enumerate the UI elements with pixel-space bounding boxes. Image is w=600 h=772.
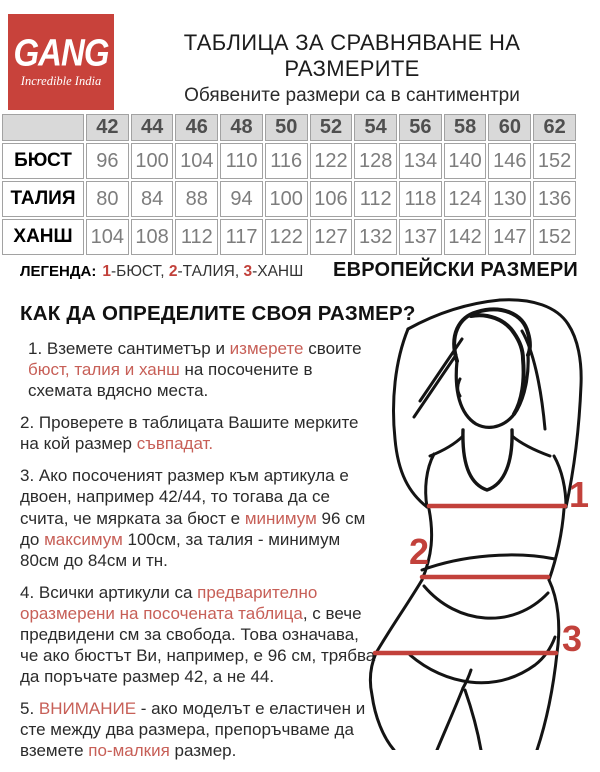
- size-cell: 132: [354, 219, 397, 255]
- step-run: максимум: [44, 529, 123, 549]
- step-run: минимум: [244, 508, 317, 528]
- step-run: размер.: [169, 741, 237, 761]
- size-col-header: 60: [488, 114, 531, 141]
- brand-tagline: Incredible India: [20, 73, 102, 88]
- step-run: по-малкия: [88, 741, 170, 761]
- waist-label: 2: [408, 531, 429, 572]
- step-run: 100см, за талия - минимум 80см до 84см и тн.: [20, 529, 341, 570]
- size-cell: 112: [175, 219, 218, 255]
- size-cell: 110: [220, 143, 263, 179]
- legend-row: [20, 259, 578, 282]
- page-title: ТАБЛИЦА ЗА СРАВНЯВАНЕ НА РАЗМЕРИТЕ: [183, 30, 521, 81]
- step-run: предварително оразмерени на посочената таблица: [20, 582, 318, 623]
- size-cell: 117: [220, 219, 263, 255]
- step-run: 5.: [20, 699, 39, 719]
- size-col-header: 48: [220, 114, 263, 141]
- legend-num: 3: [243, 263, 253, 280]
- row-label: ХАНШ: [2, 219, 84, 255]
- step-paragraph: [28, 338, 378, 401]
- hip-label: 3: [562, 618, 583, 659]
- step-run: , с вече предвидени см за свобода. Това означава, че ако бюстът Ви, например, е 96 см, трябва да поръчате размер 42, а не 44.: [20, 603, 376, 687]
- size-cell: 88: [175, 181, 218, 217]
- size-col-header: 46: [175, 114, 218, 141]
- legend-num: 2: [168, 263, 178, 280]
- size-cell: 112: [354, 181, 397, 217]
- size-col-header: 56: [399, 114, 442, 141]
- size-col-header: 44: [131, 114, 174, 141]
- step-run: - ако моделът е еластичен и сте между два размера, препоръчваме да вземете: [20, 699, 366, 761]
- size-cell: 136: [533, 181, 576, 217]
- step-paragraph: [20, 412, 378, 454]
- size-cell: 137: [399, 219, 442, 255]
- corner-cell: [2, 114, 84, 141]
- table-row: [2, 219, 576, 255]
- size-cell: 122: [265, 219, 308, 255]
- size-cell: 100: [131, 143, 174, 179]
- size-cell: 146: [488, 143, 531, 179]
- size-col-header: 62: [533, 114, 576, 141]
- step-run: своите: [303, 339, 362, 358]
- size-cell: 84: [131, 181, 174, 217]
- legend: [20, 263, 303, 281]
- brand-name: GANG: [13, 30, 109, 74]
- size-col-header: 54: [354, 114, 397, 141]
- size-cell: 106: [310, 181, 353, 217]
- size-cell: 152: [533, 219, 576, 255]
- size-col-header: 58: [444, 114, 487, 141]
- size-table-body: [2, 143, 576, 255]
- page-header: [118, 30, 586, 107]
- size-cell: 100: [265, 181, 308, 217]
- size-cell: 140: [444, 143, 487, 179]
- size-cell: 147: [488, 219, 531, 255]
- legend-text: -ТАЛИЯ,: [177, 263, 244, 280]
- size-cell: 124: [444, 181, 487, 217]
- step-run: съвпадат.: [136, 434, 214, 454]
- size-cell: 104: [86, 219, 129, 255]
- size-cell: 130: [488, 181, 531, 217]
- body-outline-drawing: [370, 300, 581, 750]
- legend-text: -ХАНШ: [252, 263, 304, 280]
- size-cell: 116: [265, 143, 308, 179]
- row-label: БЮСТ: [2, 143, 84, 179]
- size-cell: 108: [131, 219, 174, 255]
- step-run: 96 см до: [20, 508, 366, 549]
- step-paragraph: [20, 698, 378, 761]
- size-cell: 94: [220, 181, 263, 217]
- legend-items: [102, 263, 303, 280]
- step-paragraph: [20, 465, 378, 570]
- step-run: на посочените в схемата вдясно места.: [28, 360, 313, 401]
- size-cell: 142: [444, 219, 487, 255]
- step-run: измерете: [229, 339, 304, 358]
- step-run: 4. Всички артикули са: [20, 582, 198, 602]
- row-label: ТАЛИЯ: [2, 181, 84, 217]
- size-col-header: 50: [265, 114, 308, 141]
- size-cell: 118: [399, 181, 442, 217]
- table-row: [2, 181, 576, 217]
- size-cell: 127: [310, 219, 353, 255]
- table-row: [2, 143, 576, 179]
- size-col-header: 42: [86, 114, 129, 141]
- size-cell: 96: [86, 143, 129, 179]
- size-cell: 80: [86, 181, 129, 217]
- legend-label: ЛЕГЕНДА:: [20, 263, 97, 280]
- size-table-header-row: [2, 114, 576, 141]
- size-table: [0, 112, 578, 257]
- size-cell: 104: [175, 143, 218, 179]
- bust-label: 1: [569, 474, 590, 515]
- how-to-heading: КАК ДА ОПРЕДЕЛИТЕ СВОЯ РАЗМЕР?: [20, 302, 416, 325]
- size-cell: 134: [399, 143, 442, 179]
- step-run: бюст, талия и ханш: [28, 360, 180, 380]
- size-cell: 152: [533, 143, 576, 179]
- legend-num: 1: [102, 263, 112, 280]
- step-run: 3. Ако посоченият размер към артикула е двоен, например 42/44, то тогава да се счита, че мярката за бюст е: [20, 466, 349, 528]
- step-run: 1. Вземете сантиметър и: [28, 339, 230, 358]
- steps-list: [20, 338, 378, 772]
- legend-text: -БЮСТ,: [111, 263, 169, 280]
- step-run: 2. Проверете в таблицата Вашите мерките на кой размер: [20, 413, 359, 454]
- measurement-lines: [375, 506, 565, 653]
- step-paragraph: [20, 582, 378, 687]
- size-col-header: 52: [310, 114, 353, 141]
- step-run: ВНИМАНИЕ: [38, 699, 137, 719]
- measurement-figure: [365, 293, 597, 750]
- size-cell: 122: [310, 143, 353, 179]
- page-subtitle: Обявените размери са в сантиментри: [184, 85, 520, 106]
- size-cell: 128: [354, 143, 397, 179]
- european-sizes-title: ЕВРОПЕЙСКИ РАЗМЕРИ: [333, 259, 578, 281]
- brand-logo: [8, 14, 114, 110]
